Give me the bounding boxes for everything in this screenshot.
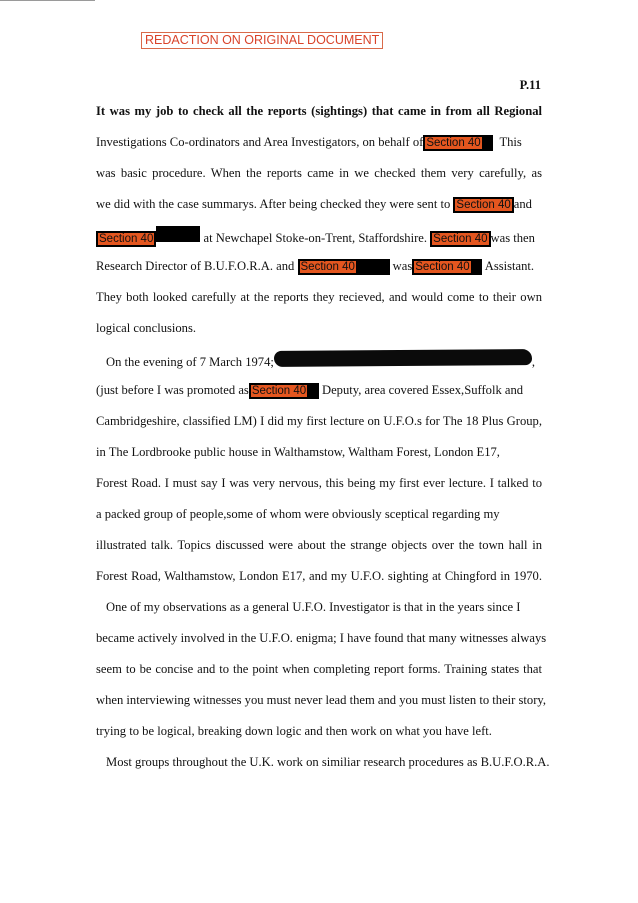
redaction-box (96, 231, 156, 247)
text-segment: at Newchapel Stoke-on-Trent, Staffordshire. (203, 231, 428, 245)
redaction-label: Section 40 (99, 233, 154, 245)
text-line-13 (96, 474, 542, 492)
text-line-9 (106, 350, 535, 371)
text-segment: Cambridgeshire, classified LM) I did my first lecture on U.F.O.s for The 18 Plus Group, (96, 414, 542, 428)
redaction-box (430, 231, 490, 247)
text-line-16 (96, 567, 542, 585)
text-segment: On the evening of 7 March 1974; (106, 355, 274, 369)
text-line-12 (96, 443, 500, 461)
text-line-21 (96, 722, 492, 740)
text-segment: It was my job to check all the reports (sightings) that came in from all Regional (96, 104, 542, 118)
text-segment: was basic procedure. When the reports came in we checked them very carefully, as (96, 166, 542, 180)
text-segment: Investigations Co-ordinators and Area Investigators, on behalf of (96, 135, 424, 149)
redaction-box (298, 259, 390, 275)
redaction-box (423, 135, 493, 151)
text-line-10 (96, 381, 523, 399)
text-line-17 (106, 598, 520, 616)
text-line-1 (96, 102, 542, 120)
text-segment: Assistant. (484, 259, 535, 273)
text-line-6 (96, 257, 534, 275)
text-line-3 (96, 164, 542, 182)
text-segment: a packed group of people,some of whom were obviously sceptical regarding my (96, 507, 500, 521)
text-segment: trying to be logical, breaking down logic and then work on what you have left. (96, 724, 492, 738)
text-line-5 (96, 226, 535, 247)
text-line-14 (96, 505, 500, 523)
text-segment: we did with the case summarys. After being checked they were sent to (96, 197, 451, 211)
text-segment: This (499, 135, 522, 149)
text-line-11 (96, 412, 542, 430)
text-segment: was then (490, 231, 535, 245)
text-segment: Most groups throughout the U.K. work on similiar research procedures as B.U.F.O.R.A. (106, 755, 550, 769)
text-segment: was (392, 259, 413, 273)
text-segment: , (531, 355, 536, 369)
text-segment: Deputy, area covered Essex,Suffolk and (322, 383, 524, 397)
redaction-box (453, 197, 513, 213)
redaction-label: Section 40 (433, 233, 488, 245)
redaction-label: Section 40 (415, 261, 470, 273)
text-segment: seem to be concise and to the point when completing report forms. Training states that (96, 662, 542, 676)
redaction-label: Section 40 (300, 261, 355, 273)
text-segment: when interviewing witnesses you must never lead them and you must listen to their story, (96, 693, 547, 707)
redaction-box (412, 259, 482, 275)
redaction-label: Section 40 (426, 137, 481, 149)
redaction-box (156, 226, 200, 242)
text-segment: illustrated talk. Topics discussed were about the strange objects over the town hall in (96, 538, 542, 552)
text-segment: Forest Road, Walthamstow, London E17, and my U.F.O. sighting at Chingford in 1970. (96, 569, 542, 583)
text-line-20 (96, 691, 547, 709)
text-line-19 (96, 660, 542, 678)
text-segment: became actively involved in the U.F.O. enigma; I have found that many witnesses always (96, 631, 547, 645)
text-line-18 (96, 629, 547, 647)
text-segment: Forest Road. I must say I was very nervous, this being my first ever lecture. I talked to (96, 476, 542, 490)
text-segment: (just before I was promoted as (96, 383, 249, 397)
redaction-label: Section 40 (456, 199, 511, 211)
text-segment: They both looked carefully at the reports they recieved, and would come to their own (96, 290, 542, 304)
page-number: P.11 (519, 78, 541, 92)
text-line-4 (96, 195, 532, 213)
redaction-label: Section 40 (251, 385, 307, 397)
text-segment: logical conclusions. (96, 321, 197, 335)
text-segment: in The Lordbrooke public house in Walthamstow, Waltham Forest, London E17, (96, 445, 500, 459)
text-line-22 (106, 753, 550, 771)
text-segment: Research Director of B.U.F.O.R.A. and (96, 259, 295, 273)
top-edge-rule (0, 0, 95, 1)
text-line-2 (96, 133, 522, 151)
text-segment: One of my observations as a general U.F.O. Investigator is that in the years since I (106, 600, 521, 614)
text-line-7 (96, 288, 542, 306)
redaction-box (249, 383, 319, 399)
text-segment: and (513, 197, 532, 211)
text-line-8 (96, 319, 196, 337)
text-line-15 (96, 536, 542, 554)
redaction-scribble (274, 349, 532, 367)
redaction-notice: REDACTION ON ORIGINAL DOCUMENT (141, 32, 383, 49)
